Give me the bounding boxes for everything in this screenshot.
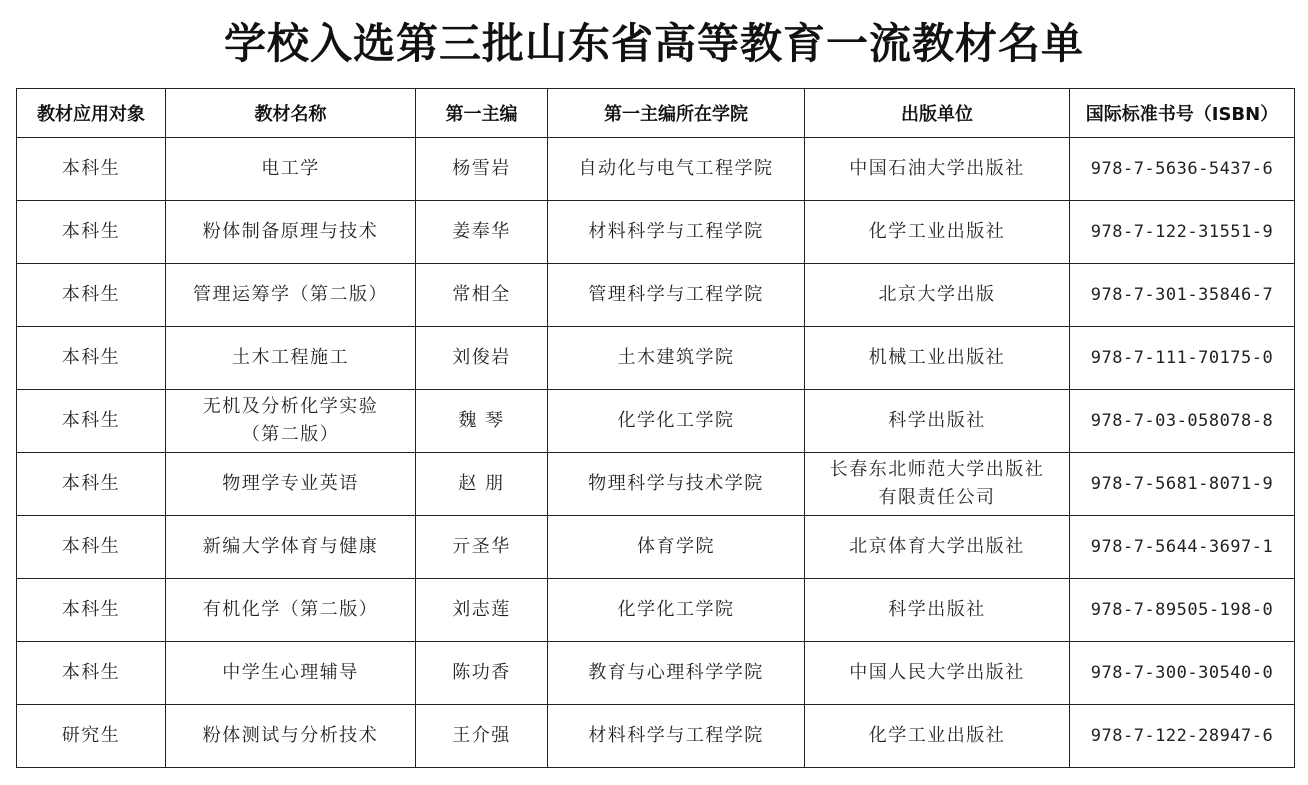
cell-textbook-name: 电工学 — [166, 138, 416, 201]
table-row — [17, 642, 1295, 705]
header-publisher: 出版单位 — [805, 89, 1070, 138]
cell-publisher: 中国石油大学出版社 — [805, 138, 1070, 201]
cell-isbn: 978-7-5681-8071-9 — [1070, 453, 1295, 516]
cell-chief-editor: 刘志莲 — [416, 579, 548, 642]
cell-chief-editor: 杨雪岩 — [416, 138, 548, 201]
cell-target: 本科生 — [17, 453, 166, 516]
cell-target: 本科生 — [17, 642, 166, 705]
cell-isbn: 978-7-5644-3697-1 — [1070, 516, 1295, 579]
textbook-table — [16, 88, 1295, 768]
cell-publisher: 中国人民大学出版社 — [805, 642, 1070, 705]
cell-college: 材料科学与工程学院 — [548, 705, 805, 768]
cell-chief-editor: 亓圣华 — [416, 516, 548, 579]
cell-target: 本科生 — [17, 516, 166, 579]
header-textbook-name: 教材名称 — [166, 89, 416, 138]
header-editor-college: 第一主编所在学院 — [548, 89, 805, 138]
cell-isbn: 978-7-111-70175-0 — [1070, 327, 1295, 390]
cell-target: 本科生 — [17, 327, 166, 390]
table-row — [17, 390, 1295, 453]
cell-isbn: 978-7-300-30540-0 — [1070, 642, 1295, 705]
cell-textbook-name: 土木工程施工 — [166, 327, 416, 390]
table-row — [17, 327, 1295, 390]
table-row — [17, 264, 1295, 327]
cell-textbook-name: 粉体制备原理与技术 — [166, 201, 416, 264]
table-row — [17, 138, 1295, 201]
cell-target: 本科生 — [17, 138, 166, 201]
table-row — [17, 453, 1295, 516]
cell-chief-editor: 姜奉华 — [416, 201, 548, 264]
table-row — [17, 201, 1295, 264]
cell-college: 土木建筑学院 — [548, 327, 805, 390]
cell-isbn: 978-7-03-058078-8 — [1070, 390, 1295, 453]
cell-college: 教育与心理科学学院 — [548, 642, 805, 705]
cell-isbn: 978-7-89505-198-0 — [1070, 579, 1295, 642]
page-title: 学校入选第三批山东省高等教育一流教材名单 — [223, 19, 1084, 68]
cell-target: 研究生 — [17, 705, 166, 768]
cell-chief-editor: 王介强 — [416, 705, 548, 768]
cell-textbook-name: 有机化学（第二版） — [166, 579, 416, 642]
cell-target: 本科生 — [17, 579, 166, 642]
cell-college: 物理科学与技术学院 — [548, 453, 805, 516]
cell-publisher: 北京大学出版 — [805, 264, 1070, 327]
cell-textbook-name: 中学生心理辅导 — [166, 642, 416, 705]
cell-chief-editor: 赵 朋 — [416, 453, 548, 516]
cell-textbook-name: 管理运筹学（第二版） — [166, 264, 416, 327]
cell-college: 体育学院 — [548, 516, 805, 579]
cell-textbook-name: 新编大学体育与健康 — [166, 516, 416, 579]
cell-college: 材料科学与工程学院 — [548, 201, 805, 264]
cell-publisher: 北京体育大学出版社 — [805, 516, 1070, 579]
cell-chief-editor: 常相全 — [416, 264, 548, 327]
cell-college: 化学化工学院 — [548, 390, 805, 453]
cell-college: 管理科学与工程学院 — [548, 264, 805, 327]
cell-target: 本科生 — [17, 264, 166, 327]
cell-college: 化学化工学院 — [548, 579, 805, 642]
cell-college: 自动化与电气工程学院 — [548, 138, 805, 201]
table-row — [17, 579, 1295, 642]
cell-chief-editor: 刘俊岩 — [416, 327, 548, 390]
header-chief-editor: 第一主编 — [416, 89, 548, 138]
cell-textbook-name: 无机及分析化学实验（第二版） — [166, 390, 416, 453]
cell-chief-editor: 陈功香 — [416, 642, 548, 705]
cell-chief-editor: 魏 琴 — [416, 390, 548, 453]
cell-textbook-name: 粉体测试与分析技术 — [166, 705, 416, 768]
cell-textbook-name: 物理学专业英语 — [166, 453, 416, 516]
cell-publisher: 机械工业出版社 — [805, 327, 1070, 390]
cell-publisher: 科学出版社 — [805, 579, 1070, 642]
cell-publisher: 化学工业出版社 — [805, 201, 1070, 264]
cell-isbn: 978-7-5636-5437-6 — [1070, 138, 1295, 201]
cell-publisher: 化学工业出版社 — [805, 705, 1070, 768]
table-row — [17, 516, 1295, 579]
cell-isbn: 978-7-122-31551-9 — [1070, 201, 1295, 264]
cell-isbn: 978-7-301-35846-7 — [1070, 264, 1295, 327]
table-header-row — [17, 89, 1295, 138]
header-isbn: 国际标准书号（ISBN） — [1070, 89, 1295, 138]
cell-target: 本科生 — [17, 390, 166, 453]
table-row — [17, 705, 1295, 768]
header-target: 教材应用对象 — [17, 89, 166, 138]
cell-publisher: 科学出版社 — [805, 390, 1070, 453]
cell-target: 本科生 — [17, 201, 166, 264]
cell-publisher: 长春东北师范大学出版社有限责任公司 — [805, 453, 1070, 516]
cell-isbn: 978-7-122-28947-6 — [1070, 705, 1295, 768]
